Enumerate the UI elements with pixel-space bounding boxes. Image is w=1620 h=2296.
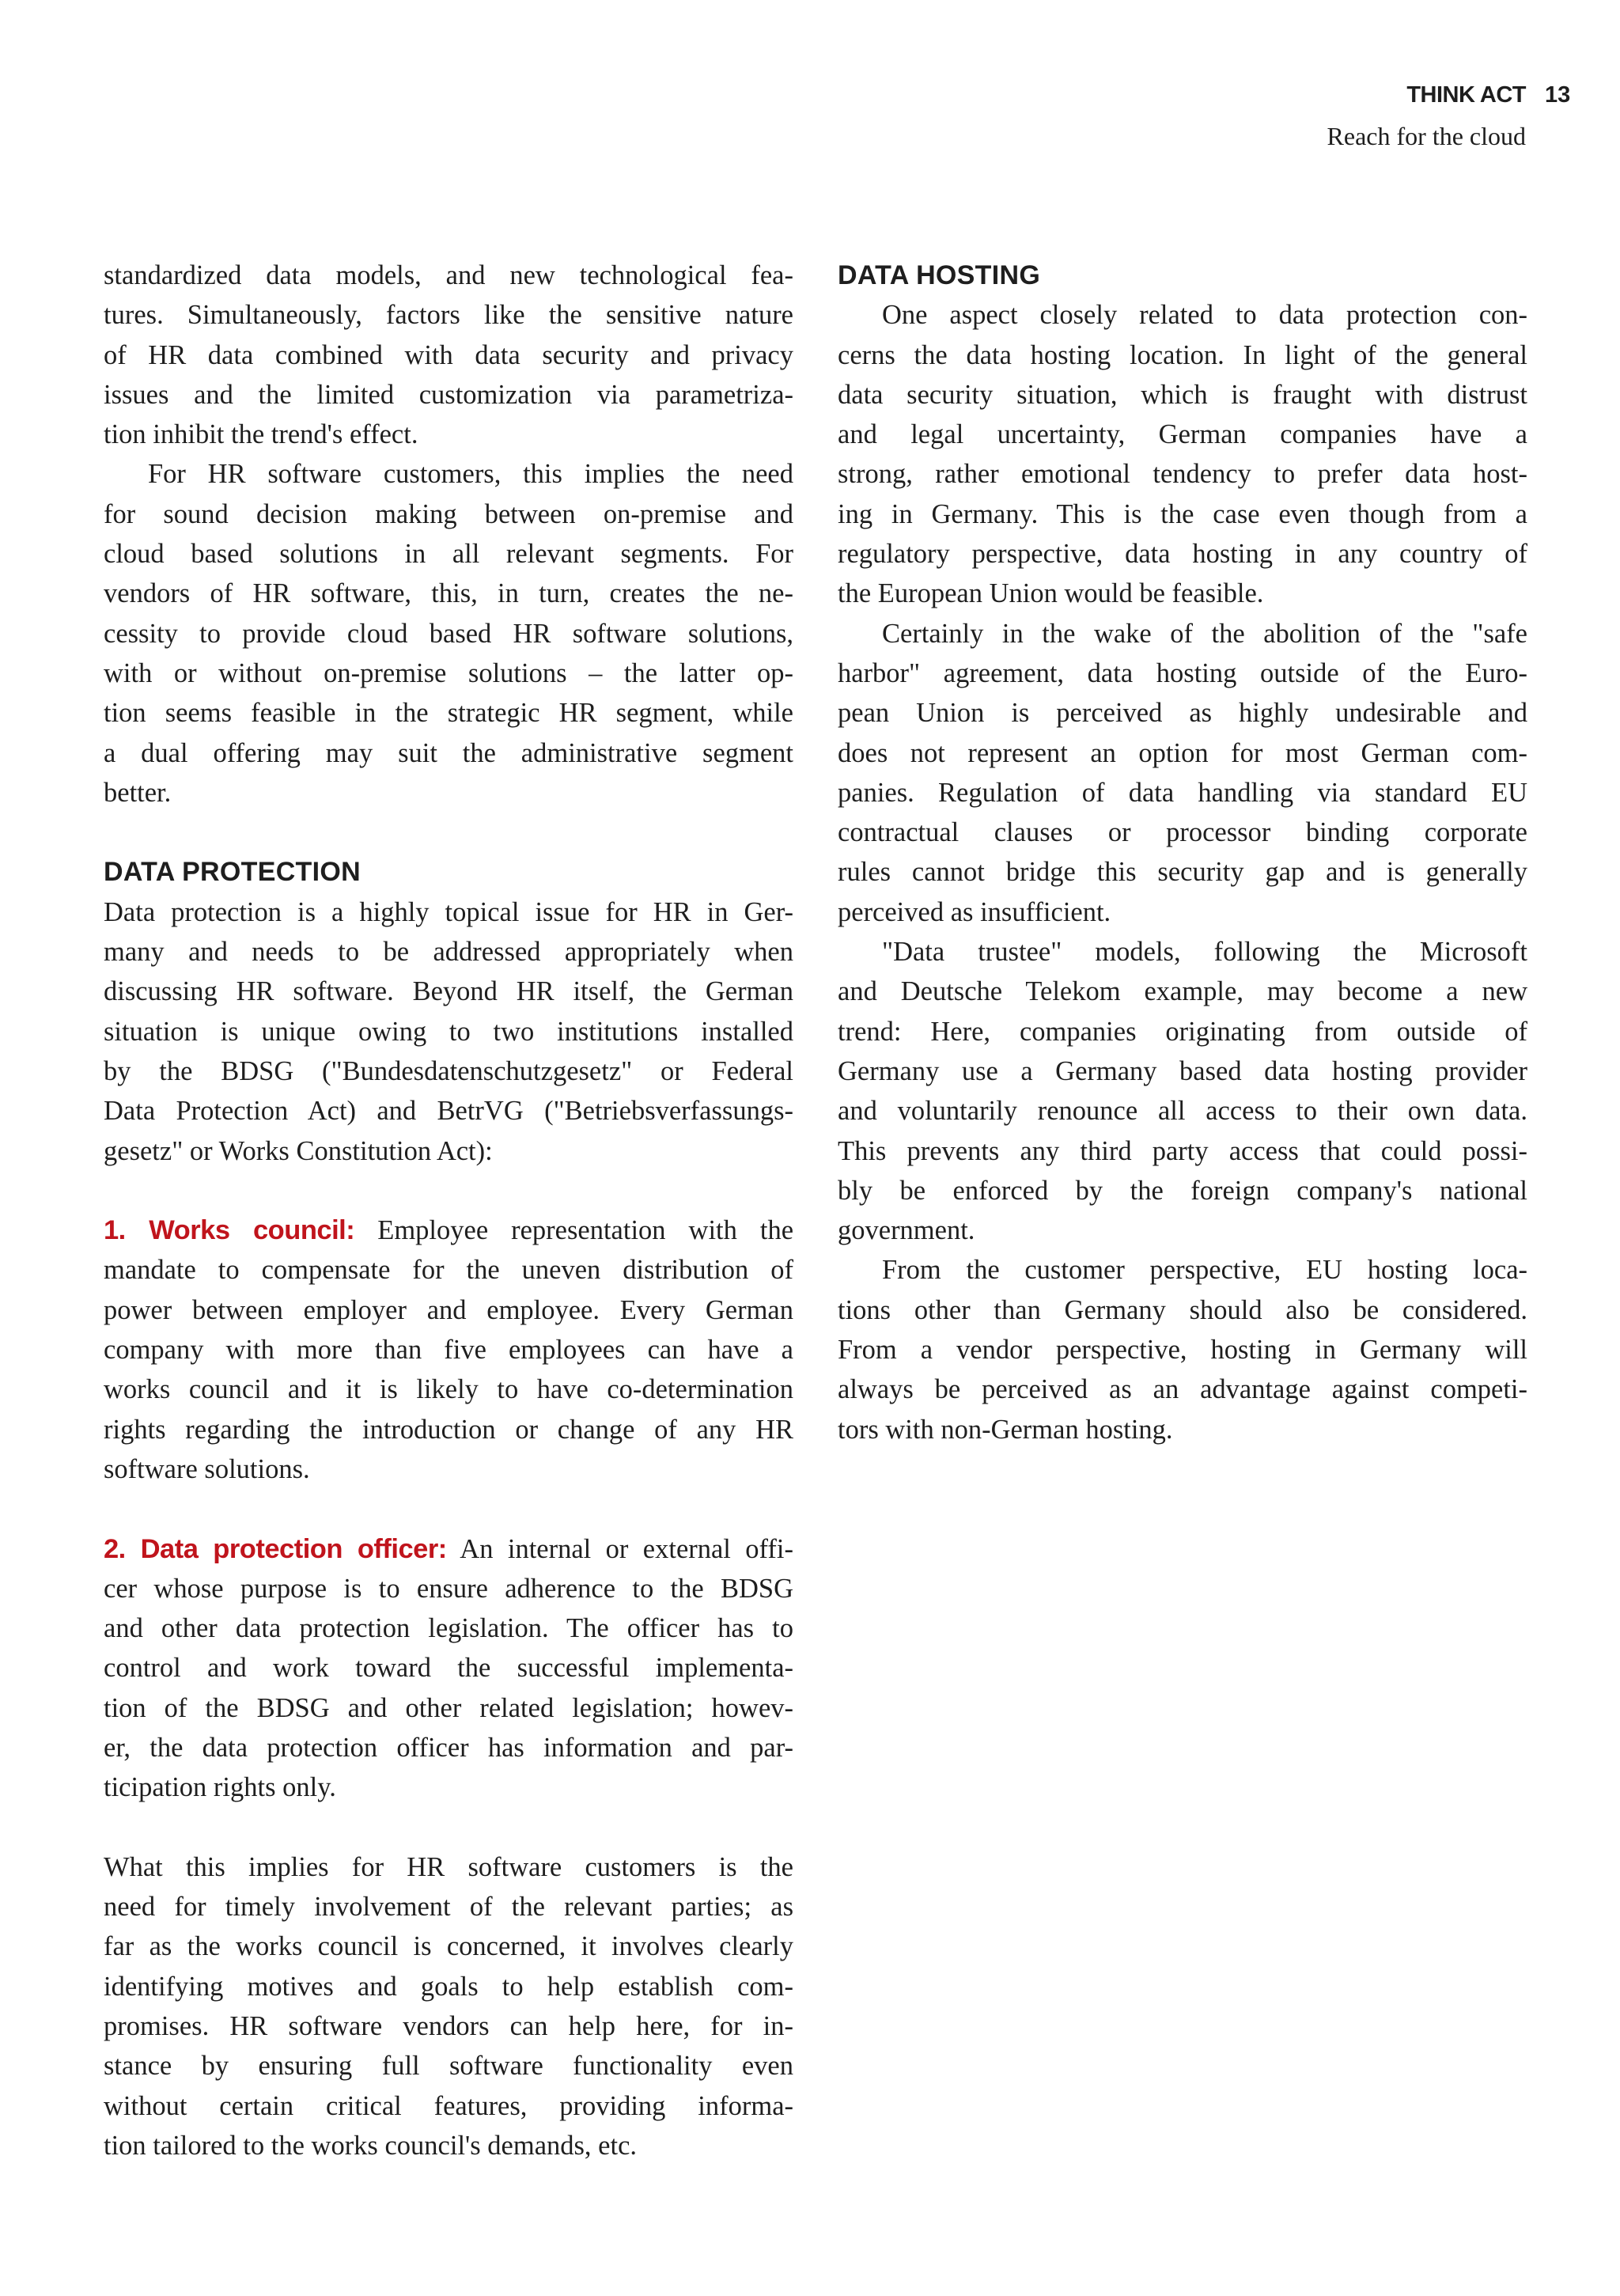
text-line: the European Union would be feasible. bbox=[838, 578, 1264, 609]
text-line: tures. Simultaneously, factors like the sensitive nature bbox=[104, 300, 793, 331]
right-column bbox=[838, 256, 1527, 1449]
spacer bbox=[104, 1171, 793, 1211]
text-line bbox=[104, 1529, 793, 1569]
text-line: far as the works council is concerned, it involves clearly bbox=[104, 1931, 793, 1962]
text-line: and legal uncertainty, German companies have a bbox=[838, 419, 1527, 450]
text-line: cerns the data hosting location. In light of the general bbox=[838, 339, 1527, 370]
text-line: cessity to provide cloud based HR software solutions, bbox=[104, 618, 793, 649]
paragraph bbox=[104, 256, 793, 454]
text-line: tion seems feasible in the strategic HR segment, while bbox=[104, 698, 793, 729]
text-line: er, the data protection officer has information and par- bbox=[104, 1732, 793, 1763]
text-line: From the customer perspective, EU hosting loca- bbox=[882, 1255, 1527, 1286]
item-text: An internal or external offi- bbox=[460, 1533, 793, 1564]
text-line: promises. HR software vendors can help here, for in- bbox=[104, 2011, 793, 2042]
text-line: software solutions. bbox=[104, 1453, 310, 1484]
text-line: Data protection is a highly topical issue for HR in Ger- bbox=[104, 896, 793, 927]
paragraph bbox=[838, 614, 1527, 932]
text-line: control and work toward the successful implementa- bbox=[104, 1653, 793, 1684]
text-line: does not represent an option for most German com- bbox=[838, 737, 1527, 768]
text-line: data security situation, which is fraught with distrust bbox=[838, 379, 1527, 410]
section-heading: DATA PROTECTION bbox=[104, 857, 361, 888]
paragraph bbox=[104, 892, 793, 1171]
text-line: and Deutsche Telekom example, may become a new bbox=[838, 976, 1527, 1007]
text-line: power between employer and employee. Every German bbox=[104, 1294, 793, 1325]
text-line: identifying motives and goals to help establish com- bbox=[104, 1971, 793, 2002]
text-line: stance by ensuring full software functionality even bbox=[104, 2051, 793, 2082]
text-line: discussing HR software. Beyond HR itself, the German bbox=[104, 976, 793, 1007]
text-line: This prevents any third party access that could possi- bbox=[838, 1135, 1527, 1166]
text-line: Certainly in the wake of the abolition of the "safe bbox=[882, 618, 1527, 649]
text-line: many and needs to be addressed appropriately when bbox=[104, 937, 793, 968]
text-line: by the BDSG ("Bundesdatenschutzgesetz" or Federal bbox=[104, 1055, 793, 1086]
text-line: mandate to compensate for the uneven distribution of bbox=[104, 1255, 793, 1286]
text-line: trend: Here, companies originating from outside of bbox=[838, 1016, 1527, 1047]
text-line: cloud based solutions in all relevant segments. For bbox=[104, 539, 793, 570]
paragraph bbox=[838, 295, 1527, 613]
text-line: company with more than five employees can have a bbox=[104, 1335, 793, 1366]
spacer bbox=[104, 1808, 793, 1847]
text-line: Germany use a Germany based data hosting provider bbox=[838, 1055, 1527, 1086]
text-line: One aspect closely related to data protection con- bbox=[882, 300, 1527, 331]
item-label: 2. Data protection officer: bbox=[104, 1533, 447, 1564]
text-line: Data Protection Act) and BetrVG ("Betriebsverfassungs- bbox=[104, 1096, 793, 1127]
text-line: vendors of HR software, this, in turn, creates the ne- bbox=[104, 578, 793, 609]
text-line bbox=[104, 1211, 793, 1250]
text-line: better. bbox=[104, 777, 172, 808]
text-line: rules cannot bridge this security gap and is generally bbox=[838, 857, 1527, 888]
text-line: standardized data models, and new technological fea- bbox=[104, 260, 793, 290]
text-line: of HR data combined with data security and privacy bbox=[104, 339, 793, 370]
text-line: need for timely involvement of the relevant parties; as bbox=[104, 1892, 793, 1923]
text-line: perceived as insufficient. bbox=[838, 896, 1111, 927]
text-line: tion of the BDSG and other related legislation; howev- bbox=[104, 1692, 793, 1723]
text-line: From a vendor perspective, hosting in Germany will bbox=[838, 1335, 1527, 1366]
text-line: tions other than Germany should also be considered. bbox=[838, 1294, 1527, 1325]
paragraph bbox=[104, 1847, 793, 2165]
text-line: works council and it is likely to have co-determination bbox=[104, 1374, 793, 1405]
section-heading: DATA HOSTING bbox=[838, 260, 1041, 290]
text-line: bly be enforced by the foreign company's national bbox=[838, 1175, 1527, 1206]
spacer bbox=[104, 813, 793, 852]
text-line: tion inhibit the trend's effect. bbox=[104, 419, 418, 450]
text-line: ing in Germany. This is the case even though from a bbox=[838, 498, 1527, 529]
text-line: pean Union is perceived as highly undesirable and bbox=[838, 698, 1527, 729]
text-line: tion tailored to the works council's demands, etc. bbox=[104, 2130, 638, 2161]
text-line: contractual clauses or processor binding corporate bbox=[838, 817, 1527, 848]
page-number: 13 bbox=[1545, 82, 1571, 108]
text-line: strong, rather emotional tendency to prefer data host- bbox=[838, 459, 1527, 490]
text-line: ticipation rights only. bbox=[104, 1772, 336, 1803]
text-line: rights regarding the introduction or change of any HR bbox=[104, 1414, 793, 1445]
text-line: gesetz" or Works Constitution Act): bbox=[104, 1135, 493, 1166]
text-line: harbor" agreement, data hosting outside of the Euro- bbox=[838, 657, 1527, 688]
text-line: without certain critical features, providing informa- bbox=[104, 2090, 793, 2121]
header-brand: THINK ACT bbox=[1406, 82, 1526, 108]
text-line: for sound decision making between on-premise and bbox=[104, 498, 793, 529]
item-text: Employee representation with the bbox=[377, 1215, 794, 1246]
text-line: For HR software customers, this implies the need bbox=[148, 459, 793, 490]
paragraph bbox=[104, 1211, 793, 1489]
item-label: 1. Works council: bbox=[104, 1215, 355, 1246]
left-column bbox=[104, 256, 793, 2165]
paragraph bbox=[104, 454, 793, 813]
text-line: cer whose purpose is to ensure adherence to the BDSG bbox=[104, 1573, 793, 1604]
text-line: What this implies for HR software customers is the bbox=[104, 1851, 793, 1882]
spacer bbox=[104, 1489, 793, 1529]
text-line: situation is unique owing to two institutions installed bbox=[104, 1016, 793, 1047]
text-line: regulatory perspective, data hosting in any country of bbox=[838, 539, 1527, 570]
text-line: always be perceived as an advantage against competi- bbox=[838, 1374, 1527, 1405]
text-line: panies. Regulation of data handling via standard EU bbox=[838, 777, 1527, 808]
text-line: government. bbox=[838, 1215, 975, 1246]
text-line: and voluntarily renounce all access to their own data. bbox=[838, 1096, 1527, 1127]
paragraph bbox=[104, 1529, 793, 1808]
text-line: tors with non-German hosting. bbox=[838, 1414, 1173, 1445]
text-line: issues and the limited customization via parametriza- bbox=[104, 379, 793, 410]
text-line: a dual offering may suit the administrative segment bbox=[104, 737, 793, 768]
paragraph bbox=[838, 932, 1527, 1250]
text-line: "Data trustee" models, following the Microsoft bbox=[882, 937, 1527, 968]
text-line: with or without on-premise solutions – the latter op- bbox=[104, 657, 793, 688]
header-subtitle: Reach for the cloud bbox=[1327, 122, 1526, 150]
text-line: and other data protection legislation. The officer has to bbox=[104, 1613, 793, 1644]
paragraph bbox=[838, 1250, 1527, 1449]
